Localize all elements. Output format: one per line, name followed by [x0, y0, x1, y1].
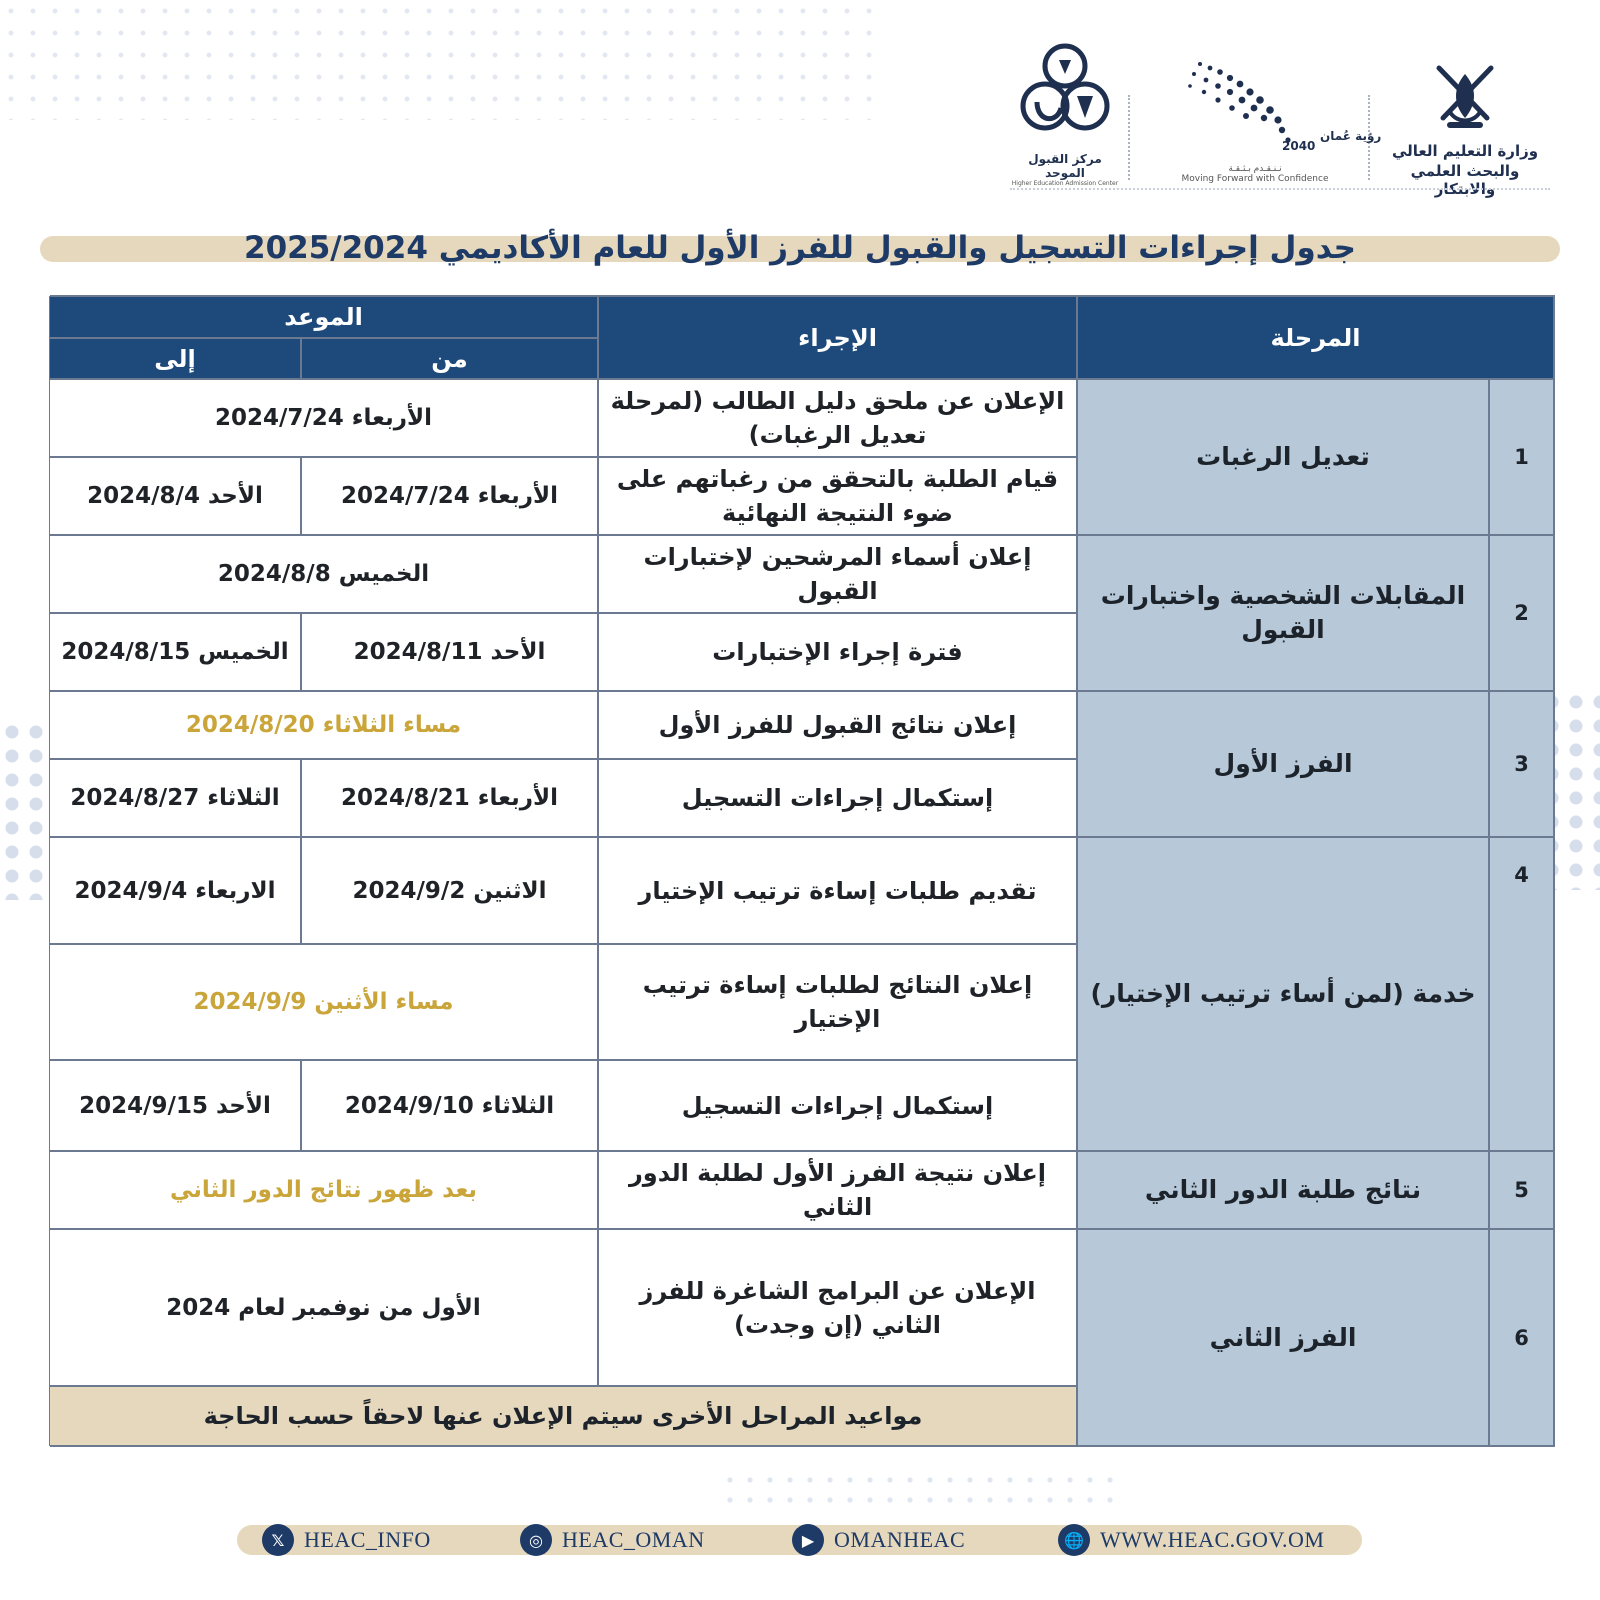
youtube-icon: ▶: [792, 1524, 824, 1556]
vision-slogan-en: Moving Forward with Confidence: [1181, 174, 1329, 184]
stage-number: 3: [1489, 691, 1554, 837]
x-icon: 𝕏: [262, 1524, 294, 1556]
stage-name: الفرز الثاني: [1077, 1229, 1489, 1446]
social-label: HEAC_OMAN: [562, 1527, 705, 1552]
vision-fan-icon: [1170, 50, 1382, 160]
procedure-cell: إستكمال إجراءات التسجيل: [598, 759, 1077, 837]
background-dots-bottom: [720, 1470, 1120, 1510]
stage-name: خدمة (لمن أساء ترتيب الإختيار): [1077, 837, 1489, 1151]
schedule-table: [50, 295, 1555, 1447]
stage-number: 6: [1489, 1229, 1554, 1446]
stage-name: نتائج طلبة الدور الثاني: [1077, 1151, 1489, 1229]
stage-number: 1: [1489, 379, 1554, 535]
admission-center-icon: [1015, 40, 1115, 148]
procedure-cell: إعلان نتائج القبول للفرز الأول: [598, 691, 1077, 759]
social-label: HEAC_INFO: [304, 1527, 431, 1552]
date-cell-highlight: بعد ظهور نتائج الدور الثاني: [49, 1151, 598, 1229]
date-cell-highlight: مساء الثلاثاء 2024/8/20: [49, 691, 598, 759]
date-to-cell: الاربعاء 2024/9/4: [49, 837, 301, 944]
stage-number: 4: [1489, 837, 1554, 1151]
admission-center-logo: [1010, 40, 1120, 187]
procedure-cell: قيام الطلبة بالتحقق من رغباتهم على ضوء النتيجة النهائية: [598, 457, 1077, 535]
procedure-cell: إعلان أسماء المرشحين لإختبارات القبول: [598, 535, 1077, 613]
header-stage: المرحلة: [1077, 296, 1554, 379]
procedure-cell: إستكمال إجراءات التسجيل: [598, 1060, 1077, 1151]
center-name-ar: مركز القبول الموحد: [1028, 152, 1102, 180]
date-from-cell: الأربعاء 2024/7/24: [301, 457, 598, 535]
date-from-cell: الأربعاء 2024/8/21: [301, 759, 598, 837]
date-cell-highlight: مساء الأثنين 2024/9/9: [49, 944, 598, 1060]
date-to-cell: الأحد 2024/9/15: [49, 1060, 301, 1151]
oman-emblem-icon: [1425, 60, 1505, 136]
ministry-name-line2: والبحث العلمي والابتكار: [1410, 162, 1520, 198]
date-to-cell: الثلاثاء 2024/8/27: [49, 759, 301, 837]
header-date: الموعد: [49, 296, 598, 338]
procedure-cell: إعلان النتائج لطلبات إساءة ترتيب الإختيار: [598, 944, 1077, 1060]
header-logos: [1010, 40, 1550, 198]
date-to-cell: الأحد 2024/8/4: [49, 457, 301, 535]
vision-slogan-ar: نـنـقـدم بـثـقـة: [1228, 164, 1282, 174]
date-cell: الأربعاء 2024/7/24: [49, 379, 598, 457]
date-cell: الخميس 2024/8/8: [49, 535, 598, 613]
stage-name: الفرز الأول: [1077, 691, 1489, 837]
header-from: من: [301, 338, 598, 379]
footnote: مواعيد المراحل الأخرى سيتم الإعلان عنها لاحقاً حسب الحاجة: [49, 1386, 1077, 1446]
procedure-cell: إعلان نتيجة الفرز الأول لطلبة الدور الثاني: [598, 1151, 1077, 1229]
center-name-en: Higher Education Admission Center: [1011, 180, 1119, 187]
social-link-youtube[interactable]: [792, 1518, 965, 1562]
ministry-logo: [1380, 60, 1550, 198]
stage-name: المقابلات الشخصية واختبارات القبول: [1077, 535, 1489, 691]
svg-text:رؤية عُمان: رؤية عُمان: [1320, 129, 1382, 143]
header-procedure: الإجراء: [598, 296, 1077, 379]
social-link-website[interactable]: [1058, 1518, 1324, 1562]
ministry-name-line1: وزارة التعليم العالي: [1391, 142, 1539, 160]
procedure-cell: تقديم طلبات إساءة ترتيب الإختيار: [598, 837, 1077, 944]
page-title: جدول إجراءات التسجيل والقبول للفرز الأول للعام الأكاديمي 2025/2024: [244, 230, 1356, 266]
header-to: إلى: [49, 338, 301, 379]
social-link-x[interactable]: [262, 1518, 431, 1562]
date-from-cell: الأحد 2024/8/11: [301, 613, 598, 691]
stage-name: تعديل الرغبات: [1077, 379, 1489, 535]
stage-number: 2: [1489, 535, 1554, 691]
procedure-cell: فترة إجراء الإختبارات: [598, 613, 1077, 691]
date-to-cell: الخميس 2024/8/15: [49, 613, 301, 691]
date-from-cell: الاثنين 2024/9/2: [301, 837, 598, 944]
social-link-instagram[interactable]: [520, 1518, 705, 1562]
oman-vision-logo: [1155, 50, 1382, 184]
date-cell: الأول من نوفمبر لعام 2024: [49, 1229, 598, 1386]
social-label: WWW.HEAC.GOV.OM: [1100, 1527, 1325, 1552]
svg-text:2040: 2040: [1282, 139, 1316, 153]
social-label: OMANHEAC: [834, 1527, 966, 1552]
header-divider: [1128, 95, 1130, 180]
procedure-cell: الإعلان عن ملحق دليل الطالب (لمرحلة تعديل الرغبات): [598, 379, 1077, 457]
header-rule: [1010, 188, 1550, 190]
background-dots-top: [0, 0, 880, 120]
date-from-cell: الثلاثاء 2024/9/10: [301, 1060, 598, 1151]
stage-number: 5: [1489, 1151, 1554, 1229]
globe-icon: 🌐: [1058, 1524, 1090, 1556]
procedure-cell: الإعلان عن البرامج الشاغرة للفرز الثاني (إن وجدت): [598, 1229, 1077, 1386]
instagram-icon: ◎: [520, 1524, 552, 1556]
